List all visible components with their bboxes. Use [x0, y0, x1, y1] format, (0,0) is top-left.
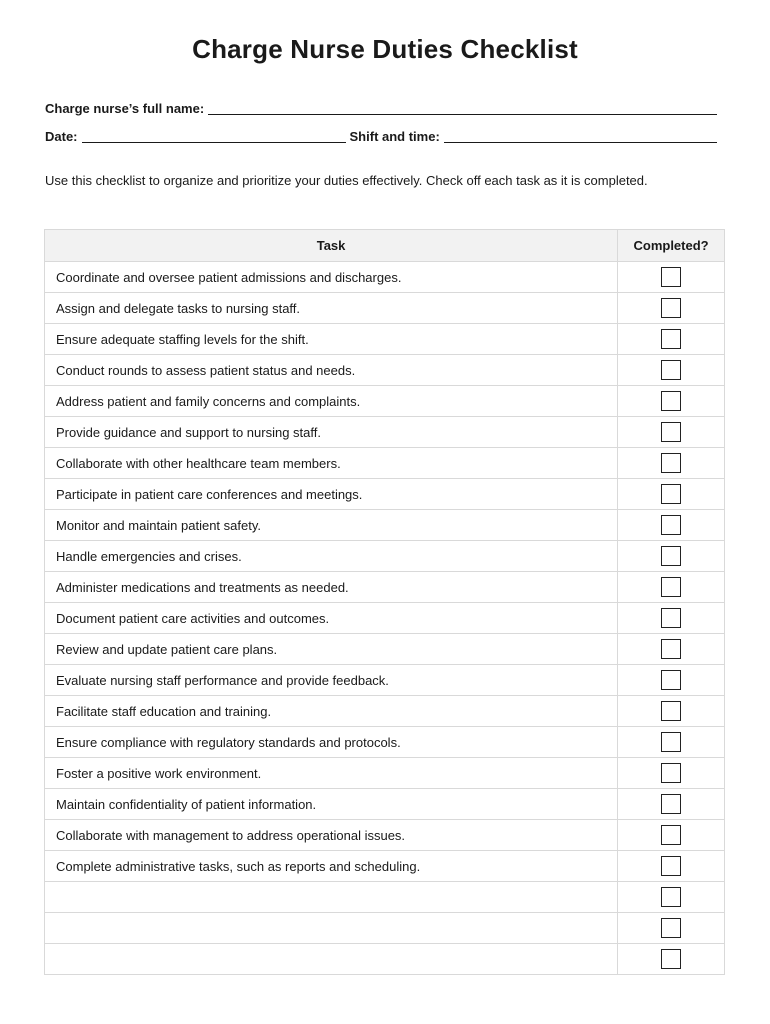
completed-checkbox[interactable] [661, 298, 681, 318]
table-row [45, 324, 725, 355]
completed-checkbox[interactable] [661, 422, 681, 442]
completed-cell [618, 820, 725, 851]
table-row [45, 572, 725, 603]
task-column-header: Task [45, 230, 618, 262]
task-cell [45, 944, 618, 975]
completed-checkbox[interactable] [661, 608, 681, 628]
table-row [45, 355, 725, 386]
completed-cell [618, 479, 725, 510]
task-cell: Complete administrative tasks, such as reports and scheduling. [45, 851, 618, 882]
date-field[interactable] [82, 130, 346, 143]
task-cell [45, 913, 618, 944]
completed-cell [618, 851, 725, 882]
completed-checkbox[interactable] [661, 763, 681, 783]
completed-cell [618, 324, 725, 355]
completed-checkbox[interactable] [661, 577, 681, 597]
checklist-body [45, 262, 725, 975]
table-row [45, 882, 725, 913]
table-row [45, 510, 725, 541]
completed-cell [618, 634, 725, 665]
task-cell: Coordinate and oversee patient admissions and discharges. [45, 262, 618, 293]
completed-cell [618, 789, 725, 820]
table-row [45, 603, 725, 634]
completed-cell [618, 417, 725, 448]
completed-cell [618, 944, 725, 975]
name-label: Charge nurse’s full name: [45, 101, 205, 116]
date-shift-row [45, 129, 717, 144]
completed-checkbox[interactable] [661, 887, 681, 907]
completed-cell [618, 293, 725, 324]
completed-checkbox[interactable] [661, 360, 681, 380]
task-cell: Assign and delegate tasks to nursing staff. [45, 293, 618, 324]
instructions-text: Use this checklist to organize and prioritize your duties effectively. Check off each task as it is completed. [45, 173, 648, 188]
task-cell: Foster a positive work environment. [45, 758, 618, 789]
name-field[interactable] [208, 102, 717, 115]
completed-cell [618, 696, 725, 727]
completed-cell [618, 758, 725, 789]
task-cell: Maintain confidentiality of patient information. [45, 789, 618, 820]
task-cell: Monitor and maintain patient safety. [45, 510, 618, 541]
task-cell: Conduct rounds to assess patient status and needs. [45, 355, 618, 386]
table-row [45, 696, 725, 727]
table-header-row [45, 230, 725, 262]
table-row [45, 448, 725, 479]
table-row [45, 758, 725, 789]
completed-checkbox[interactable] [661, 329, 681, 349]
shift-label: Shift and time: [349, 129, 440, 144]
completed-checkbox[interactable] [661, 701, 681, 721]
checklist-table [44, 229, 725, 975]
table-row [45, 727, 725, 758]
task-cell: Ensure compliance with regulatory standards and protocols. [45, 727, 618, 758]
task-cell: Review and update patient care plans. [45, 634, 618, 665]
table-row [45, 293, 725, 324]
completed-cell [618, 262, 725, 293]
name-field-row [45, 101, 717, 116]
task-cell: Facilitate staff education and training. [45, 696, 618, 727]
task-cell: Participate in patient care conferences and meetings. [45, 479, 618, 510]
completed-cell [618, 355, 725, 386]
completed-cell [618, 572, 725, 603]
completed-checkbox[interactable] [661, 732, 681, 752]
completed-cell [618, 448, 725, 479]
page-title: Charge Nurse Duties Checklist [192, 34, 578, 64]
completed-checkbox[interactable] [661, 794, 681, 814]
completed-cell [618, 386, 725, 417]
completed-column-header: Completed? [618, 230, 725, 262]
task-cell: Document patient care activities and outcomes. [45, 603, 618, 634]
completed-checkbox[interactable] [661, 639, 681, 659]
table-row [45, 913, 725, 944]
completed-checkbox[interactable] [661, 391, 681, 411]
task-cell: Ensure adequate staffing levels for the shift. [45, 324, 618, 355]
task-cell: Collaborate with management to address operational issues. [45, 820, 618, 851]
table-row [45, 262, 725, 293]
table-row [45, 944, 725, 975]
table-row [45, 820, 725, 851]
completed-cell [618, 913, 725, 944]
completed-checkbox[interactable] [661, 453, 681, 473]
task-cell: Handle emergencies and crises. [45, 541, 618, 572]
table-row [45, 851, 725, 882]
completed-checkbox[interactable] [661, 670, 681, 690]
completed-checkbox[interactable] [661, 825, 681, 845]
completed-checkbox[interactable] [661, 484, 681, 504]
completed-checkbox[interactable] [661, 918, 681, 938]
table-row [45, 386, 725, 417]
completed-cell [618, 665, 725, 696]
task-cell: Administer medications and treatments as needed. [45, 572, 618, 603]
completed-cell [618, 510, 725, 541]
date-label: Date: [45, 129, 78, 144]
completed-checkbox[interactable] [661, 949, 681, 969]
table-row [45, 479, 725, 510]
shift-field[interactable] [444, 130, 717, 143]
completed-cell [618, 603, 725, 634]
completed-cell [618, 727, 725, 758]
completed-cell [618, 541, 725, 572]
task-cell: Collaborate with other healthcare team members. [45, 448, 618, 479]
task-cell: Address patient and family concerns and complaints. [45, 386, 618, 417]
table-row [45, 789, 725, 820]
task-cell [45, 882, 618, 913]
table-row [45, 665, 725, 696]
completed-checkbox[interactable] [661, 267, 681, 287]
task-cell: Provide guidance and support to nursing staff. [45, 417, 618, 448]
task-cell: Evaluate nursing staff performance and provide feedback. [45, 665, 618, 696]
completed-checkbox[interactable] [661, 546, 681, 566]
completed-checkbox[interactable] [661, 856, 681, 876]
table-row [45, 634, 725, 665]
table-row [45, 541, 725, 572]
completed-cell [618, 882, 725, 913]
completed-checkbox[interactable] [661, 515, 681, 535]
table-row [45, 417, 725, 448]
